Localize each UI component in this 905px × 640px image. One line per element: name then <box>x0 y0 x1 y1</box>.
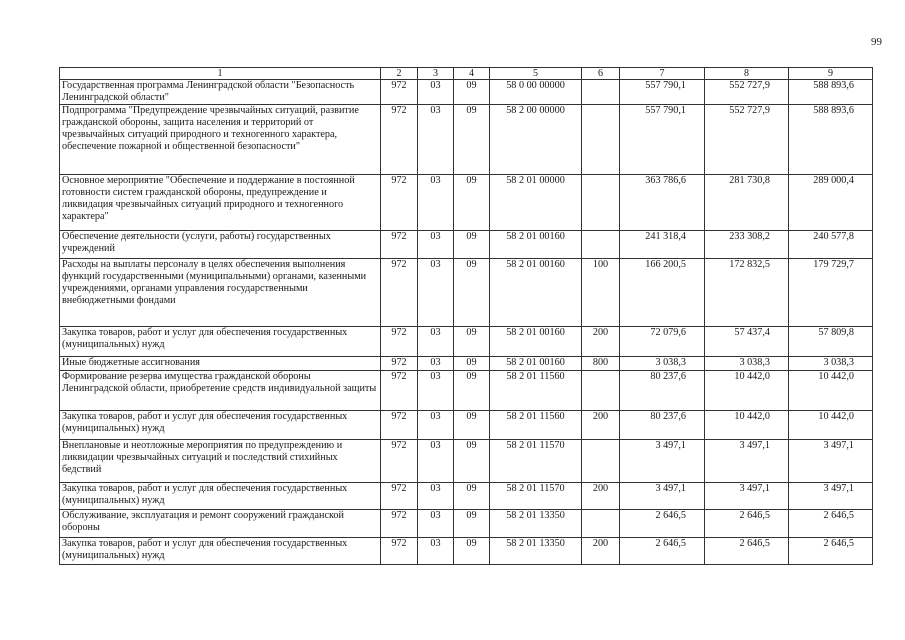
amount-col-7: 80 237,6 <box>620 371 705 411</box>
amount-col-9: 10 442,0 <box>789 371 873 411</box>
header-cell: 4 <box>454 68 490 80</box>
table-row <box>60 259 873 327</box>
section-code: 03 <box>418 510 454 538</box>
row-name: Основное мероприятие "Обеспечение и поддержание в постоянной готовности систем гражданской обороны, предупреждение и ликвидация чрезвычайных ситуаций природного и техногенного характера" <box>60 175 381 231</box>
ministry-code: 972 <box>381 411 418 440</box>
expense-type-code <box>582 440 620 483</box>
ministry-code: 972 <box>381 510 418 538</box>
subsection-code: 09 <box>454 259 490 327</box>
amount-col-8: 2 646,5 <box>705 510 789 538</box>
amount-col-7: 2 646,5 <box>620 510 705 538</box>
target-article-code: 58 2 01 13350 <box>490 538 582 565</box>
amount-col-8: 552 727,9 <box>705 80 789 105</box>
row-name: Формирование резерва имущества гражданской обороны Ленинградской области, приобретение средств индивидуальной защиты <box>60 371 381 411</box>
table-row <box>60 411 873 440</box>
target-article-code: 58 2 01 11560 <box>490 411 582 440</box>
subsection-code: 09 <box>454 510 490 538</box>
amount-col-7: 72 079,6 <box>620 327 705 357</box>
section-code: 03 <box>418 80 454 105</box>
table-row <box>60 510 873 538</box>
amount-col-8: 3 497,1 <box>705 483 789 510</box>
subsection-code: 09 <box>454 371 490 411</box>
expense-type-code <box>582 371 620 411</box>
table-row <box>60 327 873 357</box>
section-code: 03 <box>418 259 454 327</box>
row-name: Закупка товаров, работ и услуг для обеспечения государственных (муниципальных) нужд <box>60 327 381 357</box>
section-code: 03 <box>418 483 454 510</box>
table-row <box>60 371 873 411</box>
amount-col-9: 3 038,3 <box>789 357 873 371</box>
header-cell: 1 <box>60 68 381 80</box>
amount-col-9: 588 893,6 <box>789 80 873 105</box>
amount-col-8: 2 646,5 <box>705 538 789 565</box>
amount-col-7: 557 790,1 <box>620 80 705 105</box>
table-row <box>60 231 873 259</box>
subsection-code: 09 <box>454 411 490 440</box>
expense-type-code: 100 <box>582 259 620 327</box>
amount-col-9: 179 729,7 <box>789 259 873 327</box>
target-article-code: 58 2 01 11570 <box>490 483 582 510</box>
budget-table <box>59 67 873 565</box>
row-name: Закупка товаров, работ и услуг для обеспечения государственных (муниципальных) нужд <box>60 483 381 510</box>
subsection-code: 09 <box>454 357 490 371</box>
amount-col-7: 363 786,6 <box>620 175 705 231</box>
ministry-code: 972 <box>381 231 418 259</box>
row-name: Обслуживание, эксплуатация и ремонт сооружений гражданской обороны <box>60 510 381 538</box>
amount-col-7: 3 038,3 <box>620 357 705 371</box>
subsection-code: 09 <box>454 175 490 231</box>
ministry-code: 972 <box>381 175 418 231</box>
amount-col-9: 3 497,1 <box>789 483 873 510</box>
expense-type-code <box>582 80 620 105</box>
amount-col-8: 57 437,4 <box>705 327 789 357</box>
amount-col-9: 2 646,5 <box>789 538 873 565</box>
table-row <box>60 105 873 175</box>
table-row <box>60 357 873 371</box>
subsection-code: 09 <box>454 440 490 483</box>
table-row <box>60 538 873 565</box>
target-article-code: 58 0 00 00000 <box>490 80 582 105</box>
row-name: Государственная программа Ленинградской области "Безопасность Ленинградской области" <box>60 80 381 105</box>
section-code: 03 <box>418 105 454 175</box>
target-article-code: 58 2 01 00160 <box>490 357 582 371</box>
target-article-code: 58 2 01 00160 <box>490 231 582 259</box>
expense-type-code <box>582 510 620 538</box>
section-code: 03 <box>418 231 454 259</box>
ministry-code: 972 <box>381 483 418 510</box>
target-article-code: 58 2 01 11570 <box>490 440 582 483</box>
amount-col-9: 3 497,1 <box>789 440 873 483</box>
amount-col-7: 3 497,1 <box>620 483 705 510</box>
subsection-code: 09 <box>454 483 490 510</box>
expense-type-code <box>582 175 620 231</box>
header-cell: 8 <box>705 68 789 80</box>
target-article-code: 58 2 01 00160 <box>490 327 582 357</box>
expense-type-code: 200 <box>582 327 620 357</box>
table-row <box>60 80 873 105</box>
section-code: 03 <box>418 440 454 483</box>
header-row <box>60 68 873 80</box>
amount-col-9: 289 000,4 <box>789 175 873 231</box>
expense-type-code: 800 <box>582 357 620 371</box>
amount-col-7: 2 646,5 <box>620 538 705 565</box>
amount-col-8: 10 442,0 <box>705 411 789 440</box>
table-row <box>60 483 873 510</box>
amount-col-8: 10 442,0 <box>705 371 789 411</box>
subsection-code: 09 <box>454 105 490 175</box>
target-article-code: 58 2 01 00160 <box>490 259 582 327</box>
header-cell: 2 <box>381 68 418 80</box>
row-name: Подпрограмма "Предупреждение чрезвычайных ситуаций, развитие гражданской обороны, защита населения и территорий от чрезвычайных ситуаций природного и техногенного характера, обеспечение пожарной и общественной безопасности" <box>60 105 381 175</box>
ministry-code: 972 <box>381 259 418 327</box>
page-number: 99 <box>871 36 882 48</box>
header-cell: 9 <box>789 68 873 80</box>
expense-type-code: 200 <box>582 411 620 440</box>
ministry-code: 972 <box>381 357 418 371</box>
header-cell: 5 <box>490 68 582 80</box>
ministry-code: 972 <box>381 105 418 175</box>
subsection-code: 09 <box>454 327 490 357</box>
amount-col-8: 3 038,3 <box>705 357 789 371</box>
expense-type-code <box>582 231 620 259</box>
amount-col-9: 10 442,0 <box>789 411 873 440</box>
ministry-code: 972 <box>381 538 418 565</box>
subsection-code: 09 <box>454 231 490 259</box>
header-cell: 6 <box>582 68 620 80</box>
row-name: Расходы на выплаты персоналу в целях обеспечения выполнения функций государственными (муниципальными) органами, казенными учреждениями, органами управления государственными внебюджетными фондами <box>60 259 381 327</box>
target-article-code: 58 2 01 13350 <box>490 510 582 538</box>
subsection-code: 09 <box>454 538 490 565</box>
table-row <box>60 175 873 231</box>
target-article-code: 58 2 01 00000 <box>490 175 582 231</box>
amount-col-7: 166 200,5 <box>620 259 705 327</box>
amount-col-8: 172 832,5 <box>705 259 789 327</box>
amount-col-7: 241 318,4 <box>620 231 705 259</box>
header-cell: 7 <box>620 68 705 80</box>
expense-type-code <box>582 105 620 175</box>
ministry-code: 972 <box>381 371 418 411</box>
row-name: Обеспечение деятельности (услуги, работы) государственных учреждений <box>60 231 381 259</box>
section-code: 03 <box>418 411 454 440</box>
ministry-code: 972 <box>381 327 418 357</box>
expense-type-code: 200 <box>582 483 620 510</box>
amount-col-8: 3 497,1 <box>705 440 789 483</box>
target-article-code: 58 2 00 00000 <box>490 105 582 175</box>
section-code: 03 <box>418 371 454 411</box>
amount-col-9: 588 893,6 <box>789 105 873 175</box>
section-code: 03 <box>418 357 454 371</box>
section-code: 03 <box>418 175 454 231</box>
amount-col-9: 2 646,5 <box>789 510 873 538</box>
subsection-code: 09 <box>454 80 490 105</box>
row-name: Иные бюджетные ассигнования <box>60 357 381 371</box>
amount-col-7: 80 237,6 <box>620 411 705 440</box>
row-name: Внеплановые и неотложные мероприятия по предупреждению и ликвидации чрезвычайных ситуаций и последствий стихийных бедствий <box>60 440 381 483</box>
ministry-code: 972 <box>381 80 418 105</box>
section-code: 03 <box>418 538 454 565</box>
amount-col-7: 557 790,1 <box>620 105 705 175</box>
amount-col-9: 240 577,8 <box>789 231 873 259</box>
table-row <box>60 440 873 483</box>
amount-col-8: 233 308,2 <box>705 231 789 259</box>
amount-col-7: 3 497,1 <box>620 440 705 483</box>
row-name: Закупка товаров, работ и услуг для обеспечения государственных (муниципальных) нужд <box>60 538 381 565</box>
amount-col-8: 552 727,9 <box>705 105 789 175</box>
expense-type-code: 200 <box>582 538 620 565</box>
amount-col-8: 281 730,8 <box>705 175 789 231</box>
section-code: 03 <box>418 327 454 357</box>
amount-col-9: 57 809,8 <box>789 327 873 357</box>
ministry-code: 972 <box>381 440 418 483</box>
row-name: Закупка товаров, работ и услуг для обеспечения государственных (муниципальных) нужд <box>60 411 381 440</box>
header-cell: 3 <box>418 68 454 80</box>
target-article-code: 58 2 01 11560 <box>490 371 582 411</box>
